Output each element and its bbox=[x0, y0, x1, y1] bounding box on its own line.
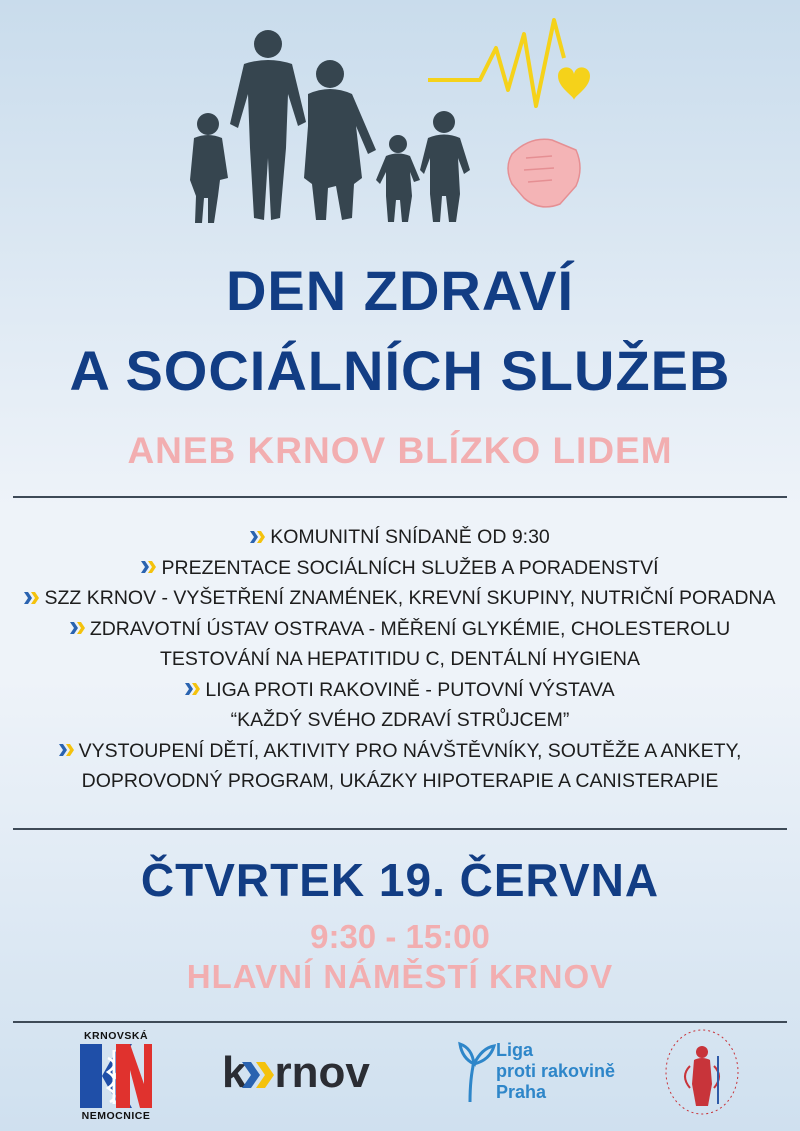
program-item-text: LIGA PROTI RAKOVINĚ - PUTOVNÍ VÝSTAVA bbox=[205, 678, 615, 701]
program-item bbox=[0, 583, 800, 614]
program-item bbox=[0, 766, 800, 797]
krnovska-logo-top: KRNOVSKÁ bbox=[83, 1030, 149, 1042]
krnov-city-logo bbox=[222, 1048, 412, 1100]
program-item bbox=[0, 614, 800, 645]
krnov-logo-text: rnov bbox=[274, 1048, 370, 1097]
program-item bbox=[0, 644, 800, 675]
divider-bottom bbox=[13, 1021, 787, 1023]
divider-middle bbox=[13, 828, 787, 830]
program-item bbox=[0, 553, 800, 584]
program-item bbox=[0, 675, 800, 706]
program-item-text: DOPROVODNÝ PROGRAM, UKÁZKY HIPOTERAPIE A CANISTERAPIE bbox=[81, 770, 719, 792]
program-item-text: KOMUNITNÍ SNÍDANĚ OD 9:30 bbox=[270, 526, 550, 548]
chevron-bullet-icon bbox=[70, 622, 86, 634]
heart-icon bbox=[558, 67, 590, 100]
liga-logo-text bbox=[496, 1040, 615, 1103]
zdravotni-ustav-seal-logo bbox=[660, 1026, 744, 1118]
chevron-bullet-icon bbox=[250, 531, 266, 543]
event-time: 9:30 - 15:00 bbox=[310, 918, 490, 955]
chevron-bullet-icon bbox=[141, 561, 157, 573]
liga-proti-rakovine-logo bbox=[456, 1036, 636, 1108]
program-item-text: VYSTOUPENÍ DĚTÍ, AKTIVITY PRO NÁVŠTĚVNÍKY, SOUTĚŽE A ANKETY, bbox=[78, 739, 742, 762]
chevron-bullet-icon bbox=[185, 683, 201, 695]
liga-line3: Praha bbox=[496, 1082, 547, 1102]
chevron-bullet-icon bbox=[24, 592, 40, 604]
program-item-text: SZZ KRNOV - VYŠETŘENÍ ZNAMÉNEK, KREVNÍ SKUPINY, NUTRIČNÍ PORADNA bbox=[44, 587, 776, 609]
program-item bbox=[0, 522, 800, 553]
krnovska-nemocnice-logo bbox=[72, 1030, 160, 1122]
family-silhouette-icon bbox=[190, 30, 470, 223]
leaf-sprout-icon bbox=[456, 1038, 496, 1104]
divider-top bbox=[13, 496, 787, 498]
event-date: ČTVRTEK 19. ČERVNA bbox=[140, 854, 660, 906]
program-item-text: “KAŽDÝ SVÉHO ZDRAVÍ STRŮJCEM” bbox=[230, 709, 570, 731]
page-title-line2: A SOCIÁLNÍCH SLUŽEB bbox=[69, 339, 731, 402]
chevron-bullet-icon bbox=[242, 1060, 276, 1090]
program-item bbox=[0, 705, 800, 736]
caduceus-icon bbox=[80, 1044, 152, 1108]
program-item bbox=[0, 736, 800, 767]
program-item-text: PREZENTACE SOCIÁLNÍCH SLUŽEB A PORADENSTVÍ bbox=[161, 556, 659, 579]
page-title-line1: DEN ZDRAVÍ bbox=[225, 259, 575, 322]
chevron-bullet-icon bbox=[59, 744, 75, 756]
krnov-k-glyph: k bbox=[222, 1048, 247, 1097]
page-subtitle: ANEB KRNOV BLÍZKO LIDEM bbox=[127, 430, 673, 471]
program-item-text: TESTOVÁNÍ NA HEPATITIDU C, DENTÁLNÍ HYGIENA bbox=[160, 648, 640, 670]
header-illustration bbox=[180, 18, 600, 233]
liga-line2: proti rakovině bbox=[496, 1061, 616, 1081]
handshake-icon bbox=[508, 139, 580, 207]
program-item-text: ZDRAVOTNÍ ÚSTAV OSTRAVA - MĚŘENÍ GLYKÉMIE, CHOLESTEROLU bbox=[89, 617, 731, 640]
seal-icon bbox=[660, 1026, 744, 1118]
event-place: HLAVNÍ NÁMĚSTÍ KRNOV bbox=[186, 958, 614, 995]
program-list bbox=[0, 522, 800, 797]
liga-line1: Liga bbox=[496, 1040, 534, 1060]
krnovska-logo-bottom: NEMOCNICE bbox=[81, 1110, 151, 1122]
heartbeat-line-icon bbox=[428, 20, 564, 106]
